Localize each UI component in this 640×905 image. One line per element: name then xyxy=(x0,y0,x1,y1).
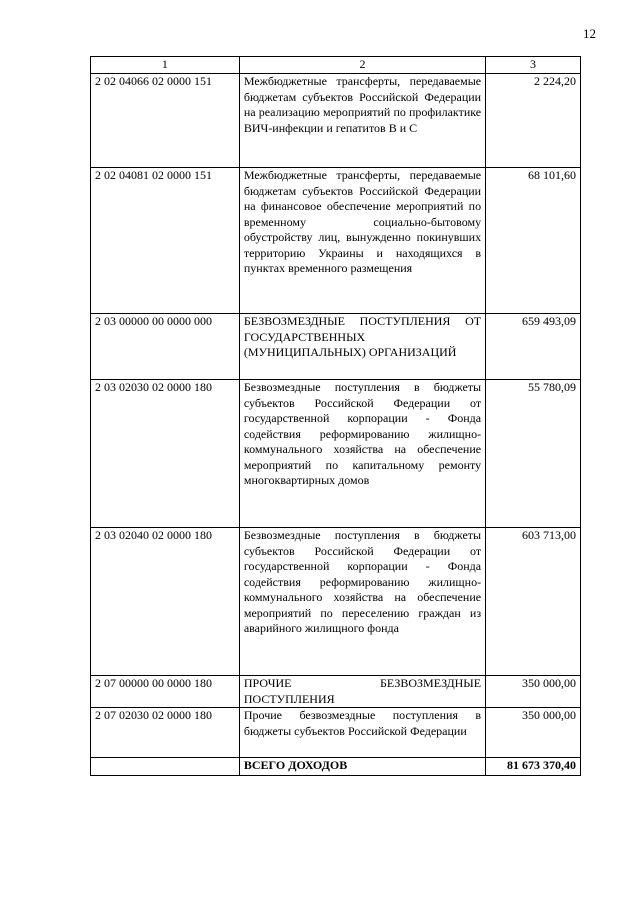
table-row xyxy=(91,74,581,168)
budget-code: 2 07 02030 02 0000 180 xyxy=(91,708,240,758)
budget-description: Межбюджетные трансферты, передаваемые бюджетам субъектов Российской Федерации на финансовое обеспечение мероприятий по временному социально-бытовому обустройству лиц, вынужденно покинувших территорию Украины и находящихся в пунктах временного размещения xyxy=(239,168,485,314)
column-header-1: 1 xyxy=(91,57,240,74)
total-code xyxy=(91,758,240,776)
budget-description: Прочие безвозмездные поступления в бюджеты субъектов Российской Федерации xyxy=(239,708,485,758)
column-header-2: 2 xyxy=(239,57,485,74)
budget-amount: 603 713,00 xyxy=(486,528,581,676)
budget-code: 2 03 02030 02 0000 180 xyxy=(91,380,240,528)
table-row xyxy=(91,676,581,708)
budget-description: БЕЗВОЗМЕЗДНЫЕ ПОСТУПЛЕНИЯ ОТ ГОСУДАРСТВЕННЫХ (МУНИЦИПАЛЬНЫХ) ОРГАНИЗАЦИЙ xyxy=(239,314,485,380)
budget-description: ПРОЧИЕ БЕЗВОЗМЕЗДНЫЕ ПОСТУПЛЕНИЯ xyxy=(239,676,485,708)
budget-amount: 2 224,20 xyxy=(486,74,581,168)
budget-code: 2 02 04066 02 0000 151 xyxy=(91,74,240,168)
page-number: 12 xyxy=(583,26,596,41)
budget-code: 2 03 00000 00 0000 000 xyxy=(91,314,240,380)
budget-code: 2 07 00000 00 0000 180 xyxy=(91,676,240,708)
table-row xyxy=(91,528,581,676)
budget-amount: 68 101,60 xyxy=(486,168,581,314)
column-header-3: 3 xyxy=(486,57,581,74)
table-header-row xyxy=(91,57,581,74)
table-row xyxy=(91,168,581,314)
budget-amount: 350 000,00 xyxy=(486,708,581,758)
budget-amount: 55 780,09 xyxy=(486,380,581,528)
budget-description: Безвозмездные поступления в бюджеты субъектов Российской Федерации от государственной корпорации - Фонда содействия реформированию жилищно-коммунального хозяйства на обеспечение мероприятий по переселению граждан из аварийного жилищного фонда xyxy=(239,528,485,676)
table-row xyxy=(91,380,581,528)
total-row xyxy=(91,758,581,776)
budget-code: 2 02 04081 02 0000 151 xyxy=(91,168,240,314)
budget-description: Межбюджетные трансферты, передаваемые бюджетам субъектов Российской Федерации на реализацию мероприятий по профилактике ВИЧ-инфекции и гепатитов В и С xyxy=(239,74,485,168)
budget-description: Безвозмездные поступления в бюджеты субъектов Российской Федерации от государственной корпорации - Фонда содействия реформированию жилищно-коммунального хозяйства на обеспечение мероприятий по капитальному ремонту многоквартирных домов xyxy=(239,380,485,528)
revenue-table xyxy=(90,56,581,776)
budget-code: 2 03 02040 02 0000 180 xyxy=(91,528,240,676)
table-row xyxy=(91,314,581,380)
table-row xyxy=(91,708,581,758)
total-amount: 81 673 370,40 xyxy=(486,758,581,776)
budget-amount: 659 493,09 xyxy=(486,314,581,380)
budget-amount: 350 000,00 xyxy=(486,676,581,708)
total-label: ВСЕГО ДОХОДОВ xyxy=(239,758,485,776)
